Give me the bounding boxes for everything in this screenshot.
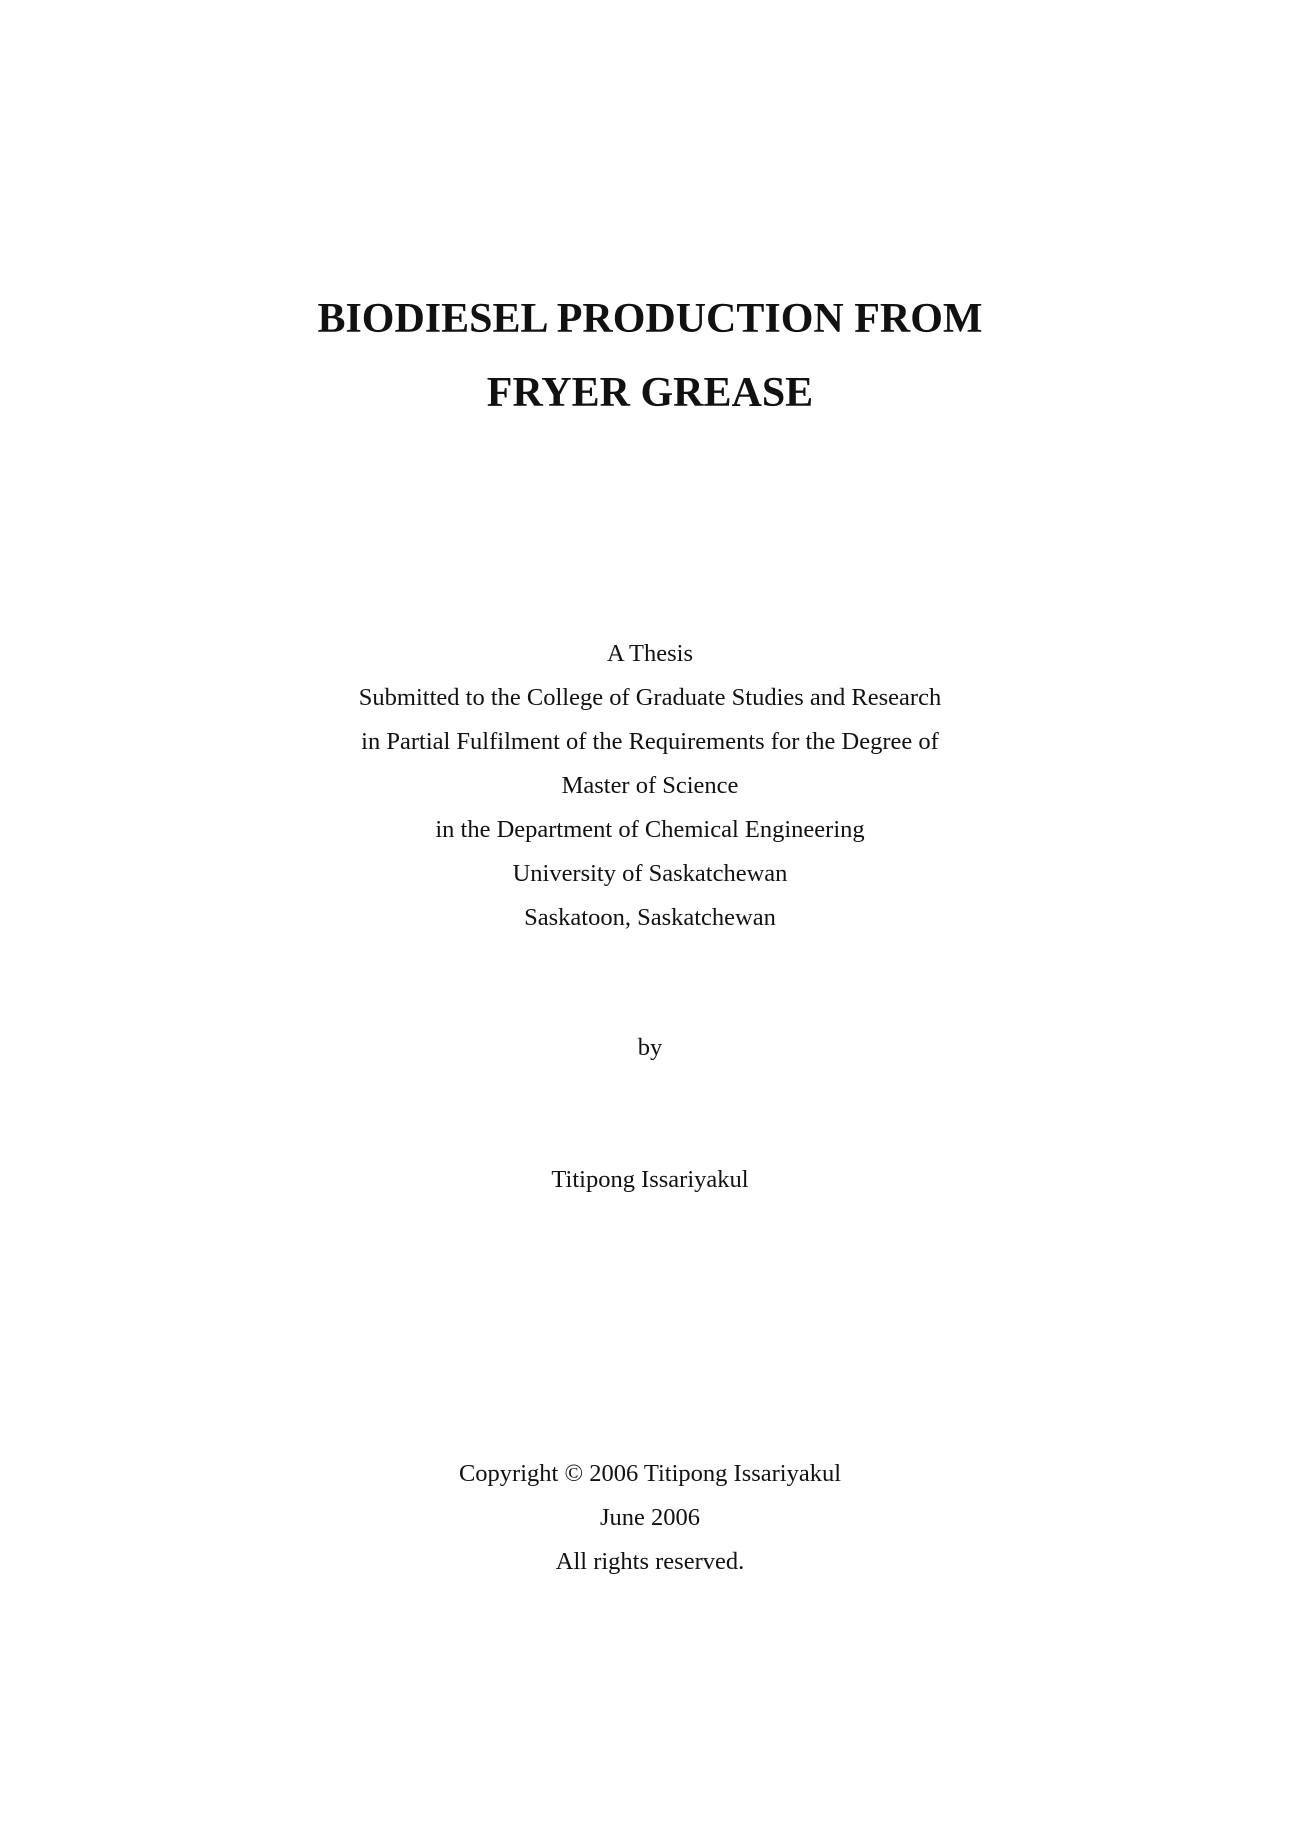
thesis-line-department: in the Department of Chemical Engineering	[435, 816, 865, 843]
thesis-line-location: Saskatoon, Saskatchewan	[524, 904, 776, 931]
author-name: Titipong Issariyakul	[551, 1166, 749, 1193]
thesis-title	[0, 282, 1300, 430]
by-label: by	[637, 1034, 663, 1061]
thesis-line-submitted: Submitted to the College of Graduate Studies and Research	[358, 684, 942, 711]
thesis-line-degree: Master of Science	[561, 772, 739, 799]
thesis-statement	[0, 632, 1300, 940]
thesis-line-fulfilment: in Partial Fulfilment of the Requirements for the Degree of	[361, 728, 939, 755]
copyright-section	[0, 1452, 1300, 1584]
thesis-line-university: University of Saskatchewan	[512, 860, 788, 887]
copyright-date: June 2006	[599, 1504, 701, 1531]
rights-statement: All rights reserved.	[555, 1548, 745, 1575]
thesis-line-type: A Thesis	[607, 640, 693, 667]
copyright-notice: Copyright © 2006 Titipong Issariyakul	[458, 1460, 842, 1487]
title-line-1: BIODIESEL PRODUCTION FROM	[317, 296, 983, 342]
title-line-2: FRYER GREASE	[486, 370, 814, 416]
